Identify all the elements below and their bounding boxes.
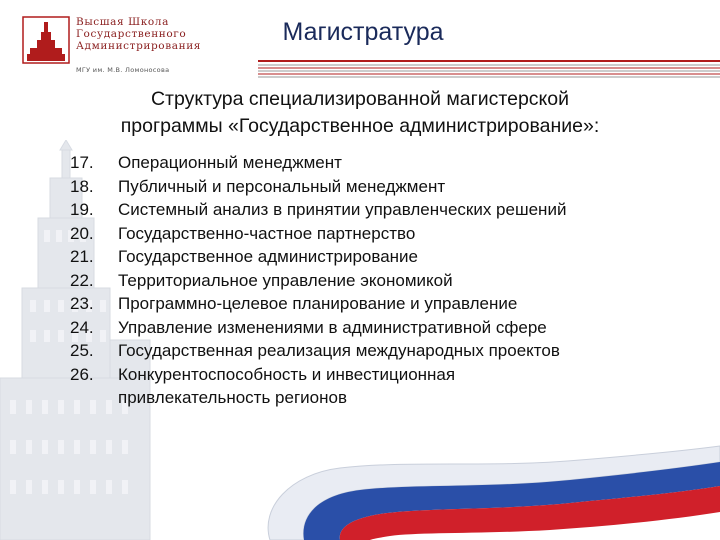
item-text: Управление изменениями в административной сфере (118, 317, 547, 337)
list-item (70, 151, 710, 175)
item-text: Государственно-частное партнерство (118, 223, 416, 243)
item-text: Государственная реализация международных проектов (118, 341, 560, 360)
list-item (70, 339, 710, 363)
item-number: 20. (70, 223, 94, 243)
program-heading-line-1: Структура специализированной магистерской (150, 88, 570, 110)
item-text: Операционный менеджмент (118, 153, 342, 172)
course-list (70, 151, 710, 410)
program-heading (40, 86, 680, 140)
list-item (70, 269, 710, 293)
logo-line-2: Государственного (76, 28, 187, 40)
item-text: Государственное администрирование (118, 247, 418, 266)
item-text: Системный анализ в принятии управленческих решений (118, 200, 567, 219)
item-number: 23. (70, 294, 94, 313)
item-number: 19. (70, 200, 94, 219)
list-item (70, 245, 710, 269)
logo-text (76, 16, 202, 52)
logo-line-3: Администрирования (76, 40, 202, 52)
page-title: Магистратура (282, 18, 444, 46)
item-number: 25. (70, 341, 94, 360)
list-item (70, 292, 710, 316)
item-number: 18. (70, 176, 94, 196)
item-number: 24. (70, 317, 94, 337)
item-text: Территориальное управление экономикой (118, 270, 453, 290)
item-number: 17. (70, 153, 94, 172)
program-heading-line-2: программы «Государственное администрирование»: (120, 115, 600, 137)
list-item (70, 363, 710, 410)
item-number: 26. (70, 364, 94, 384)
list-item (70, 175, 710, 199)
list-item (70, 222, 710, 246)
header (0, 0, 720, 82)
list-item (70, 316, 710, 340)
university-logo-icon (22, 16, 70, 68)
item-text: Программно-целевое планирование и управление (118, 294, 518, 313)
logo-line-1: Высшая Школа (76, 16, 169, 28)
list-item (70, 198, 710, 222)
logo-subline: МГУ им. М.В. Ломоносова (76, 66, 170, 74)
logo (22, 16, 202, 78)
item-text: Конкурентоспособность и инвестиционная привлекательность регионов (118, 364, 456, 407)
item-text: Публичный и персональный менеджмент (118, 176, 446, 196)
russian-flag-ribbon (250, 428, 720, 540)
item-number: 21. (70, 247, 94, 266)
title-underline-decoration (258, 58, 720, 80)
item-number: 22. (70, 270, 94, 290)
